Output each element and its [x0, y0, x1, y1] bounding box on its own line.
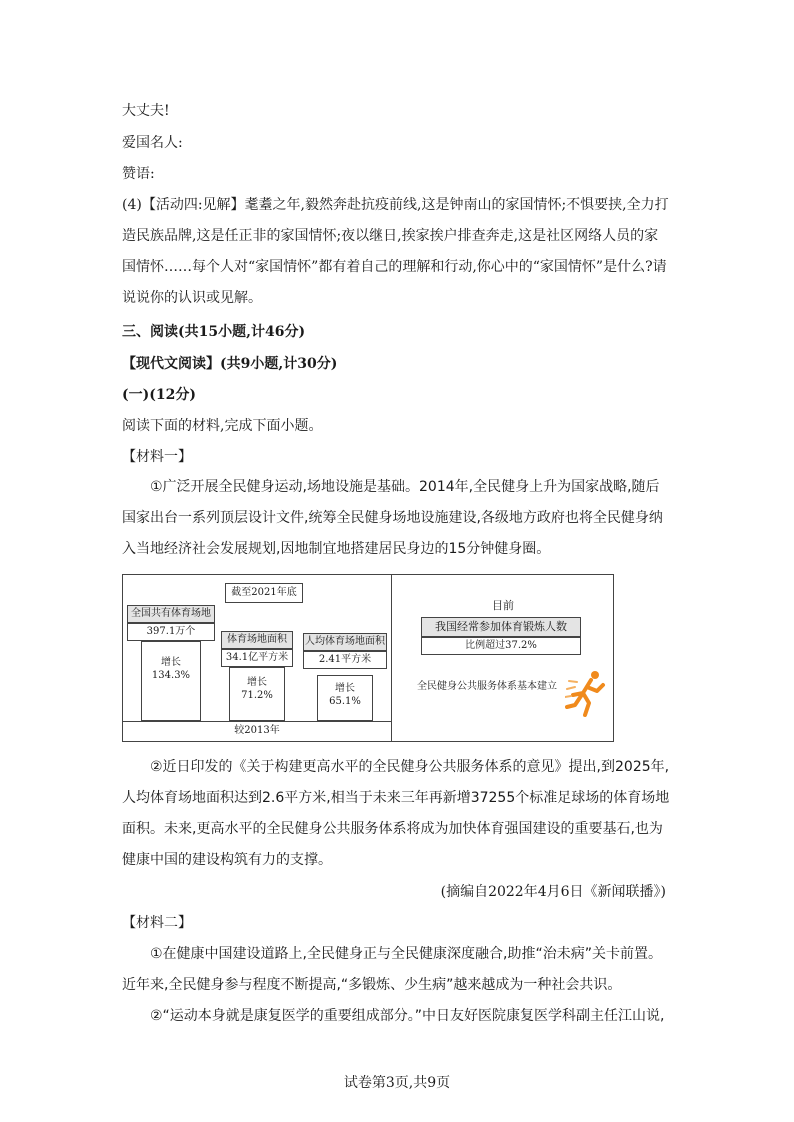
intro-line-3: 赞语:	[122, 166, 155, 182]
area-growth-label: 增长	[247, 677, 267, 688]
instruction-text: 阅读下面的材料,完成下面小题。	[122, 418, 323, 434]
area-label: 体育场地面积	[221, 631, 293, 649]
now-label: 目前	[492, 599, 514, 612]
venues-growth-label: 增长	[161, 657, 181, 668]
percap-label: 人均体育场地面积	[303, 633, 387, 651]
area-growth-bar	[229, 667, 285, 721]
venues-growth-value: 134.3%	[151, 670, 191, 681]
percap-value: 2.41平方米	[303, 651, 387, 669]
material1-paragraph2: ②近日印发的《关于构建更高水平的全民健身公共服务体系的意见》提出,到2025年,人均体育场地面积达到2.6平方米,相当于未来三年再新增37255个标准足球场的体育场地面积。未来,更高水平的全民健身公共服务体系将成为加快体育强国建设的重要基石,也为健康中国的建设构筑有力的支撑。	[122, 759, 670, 868]
runner-icon	[565, 669, 609, 717]
area-growth-value: 71.2%	[241, 690, 273, 701]
baseline-bar: 较2013年	[123, 721, 391, 741]
page-footer: 试卷第3页,共9页	[343, 1075, 451, 1091]
part-heading: (一)(12分)	[122, 387, 196, 403]
material1-paragraph1: ①广泛开展全民健身运动,场地设施是基础。2014年,全民健身上升为国家战略,随后国家出台一系列顶层设计文件,统筹全民健身场地设施建设,各级地方政府也将全民健身纳入当地经济社会发展规划,因地制宜地搭建居民身边的15分钟健身圈。	[122, 479, 663, 557]
infographic-left-panel	[123, 575, 392, 741]
material2-paragraph1: ①在健康中国建设道路上,全民健身正与全民健康深度融合,助推“治未病”关卡前置。近年来,全民健身参与程度不断提高,“多锻炼、少生病”越来越成为一种社会共识。	[122, 946, 662, 993]
material1-source: (摘编自2022年4月6日《新闻联播》)	[440, 884, 666, 900]
infographic-right-panel	[393, 575, 613, 741]
venues-label: 全国共有体育场地	[127, 605, 215, 623]
fitness-infographic	[122, 574, 614, 742]
system-label: 全民健身公共服务体系基本建立	[417, 681, 557, 692]
venues-growth-bar	[141, 641, 201, 721]
modern-reading-heading: 【现代文阅读】(共9小题,计30分)	[122, 356, 338, 372]
intro-line-2: 爱国名人:	[122, 135, 183, 151]
activity4-paragraph: (4)【活动四:见解】耄耋之年,毅然奔赴抗疫前线,这是钟南山的家国情怀;不惧要挟,全力打造民族品牌,这是任正非的家国情怀;夜以继日,挨家挨户排查奔走,这是社区网络人员的家国情怀……每个人对“家国情怀”都有着自己的理解和行动,你心中的“家国情怀”是什么?请说说你的认识或见解。	[122, 197, 669, 306]
percap-growth-value: 65.1%	[329, 696, 361, 707]
percap-growth-label: 增长	[335, 683, 355, 694]
intro-line-1: 大丈夫!	[122, 103, 170, 119]
material2-paragraph2: ②“运动本身就是康复医学的重要组成部分。”中日友好医院康复医学科副主任江山说,	[150, 1008, 665, 1024]
venues-value: 397.1万个	[127, 623, 215, 641]
exercise-label: 我国经常参加体育锻炼人数	[421, 617, 581, 637]
area-value: 34.1亿平方米	[221, 649, 293, 667]
exercise-value: 比例超过37.2%	[421, 637, 581, 655]
section-heading: 三、阅读(共15小题,计46分)	[122, 324, 306, 340]
percap-growth-bar	[317, 675, 373, 721]
material1-title: 【材料一】	[122, 449, 192, 465]
material2-title: 【材料二】	[122, 915, 192, 931]
deadline-label: 截至2021年底	[225, 583, 303, 603]
